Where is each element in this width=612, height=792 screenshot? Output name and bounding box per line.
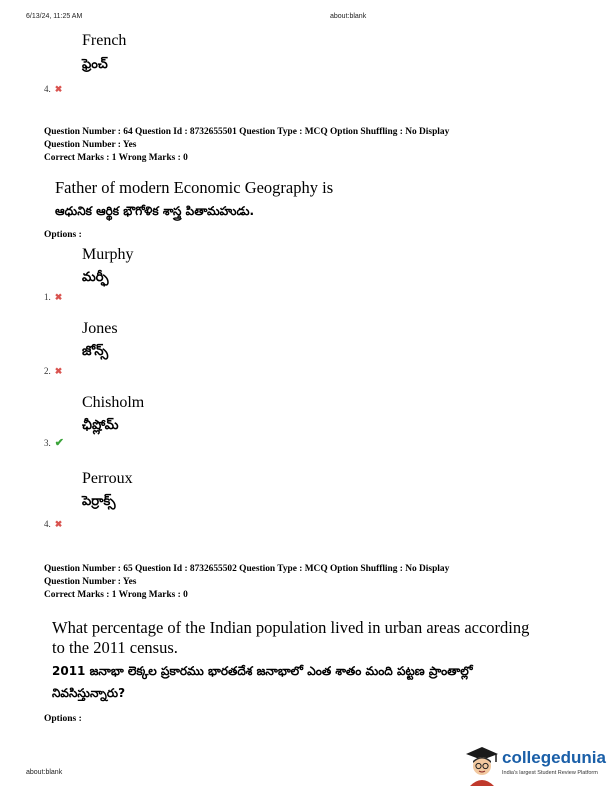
cross-icon: ✖ [54, 84, 63, 94]
option-number: 3. [44, 438, 51, 448]
collegedunia-logo [462, 744, 608, 788]
print-datetime: 6/13/24, 11:25 AM [26, 13, 83, 20]
q64-option-4-telugu: పెర్రాక్స్ [82, 494, 116, 509]
footer-url: about:blank [26, 769, 63, 776]
q64-option-2-telugu: జోన్స్ [82, 344, 109, 359]
q64-meta-line1: Question Number : 64 Question Id : 8732655501 Question Type : MCQ Option Shuffling : No Display [44, 127, 450, 137]
q64-meta [44, 126, 584, 165]
q64-meta-line3: Correct Marks : 1 Wrong Marks : 0 [44, 153, 188, 163]
q65-question-english-line2: to the 2011 census. [52, 638, 178, 657]
q65-question-english-line1: What percentage of the Indian population lived in urban areas according [52, 618, 530, 637]
print-url: about:blank [330, 13, 367, 20]
q64-question-telugu: ఆధునిక ఆర్థిక భౌగోళిక శాస్త్ర పితామహుడు. [55, 204, 255, 218]
cross-icon: ✖ [54, 366, 63, 376]
q65-meta [44, 563, 584, 602]
q65-meta-line2: Question Number : Yes [44, 577, 137, 587]
q64-options-label: Options : [44, 230, 82, 240]
q64-option-1-english: Murphy [82, 246, 134, 263]
option-number: 1. [44, 292, 51, 302]
q64-meta-line2: Question Number : Yes [44, 140, 137, 150]
q64-option-3-telugu: ఛీష్లోమ్ [82, 418, 119, 433]
q65-options-label: Options : [44, 714, 82, 724]
q65-question-telugu-line1: 2011 జనాభా లెక్కల ప్రకారము భారతదేశ జనాభాలో ఎంత శాతం మంది పట్టణ ప్రాంతాల్లో [52, 664, 473, 678]
prev-option-row [44, 79, 62, 97]
cross-icon: ✖ [54, 292, 63, 302]
check-icon: ✔ [54, 437, 64, 449]
q64-option-4-row [44, 514, 62, 532]
q65-question-telugu-line2: నివసిస్తున్నారు? [52, 686, 126, 700]
q65-question-telugu [52, 660, 572, 704]
logo-name: collegedunia [502, 748, 606, 767]
prev-option-english: French [82, 32, 127, 49]
q64-option-2-english: Jones [82, 320, 118, 337]
q64-option-2-row [44, 361, 62, 379]
q65-meta-line3: Correct Marks : 1 Wrong Marks : 0 [44, 590, 188, 600]
q64-option-3-row [44, 433, 64, 451]
q64-option-1-telugu: మర్ఫీ [82, 270, 109, 285]
q65-question-english [52, 618, 572, 658]
option-number: 4. [44, 519, 51, 529]
option-number: 2. [44, 366, 51, 376]
logo-tagline: India's largest Student Review Platform [502, 770, 598, 776]
q64-option-3-english: Chisholm [82, 394, 145, 411]
q65-meta-line1: Question Number : 65 Question Id : 8732655502 Question Type : MCQ Option Shuffling : No Display [44, 564, 450, 574]
student-mascot-icon [462, 744, 502, 786]
prev-option-number: 4. [44, 84, 51, 94]
prev-option-telugu: ఫ్రెంచ్ [82, 57, 108, 72]
q64-option-1-row [44, 287, 62, 305]
q64-option-4-english: Perroux [82, 470, 133, 487]
cross-icon: ✖ [54, 519, 63, 529]
q64-question-english: Father of modern Economic Geography is [55, 178, 334, 197]
